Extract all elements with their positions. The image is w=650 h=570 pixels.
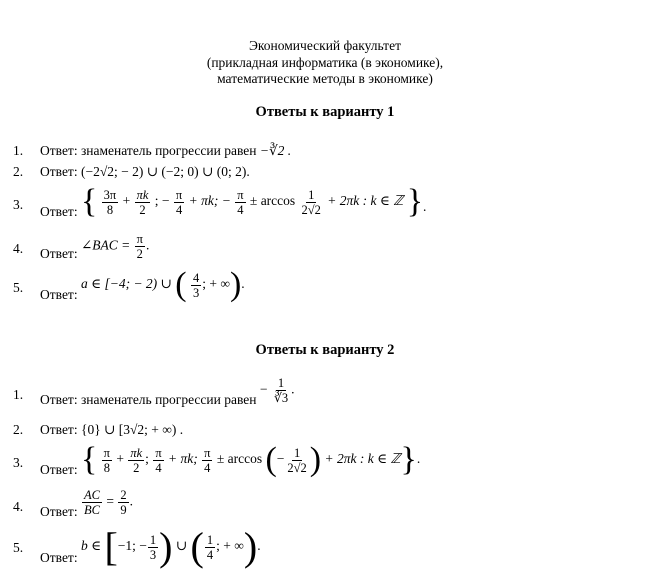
numerator: 1: [293, 445, 301, 460]
numerator: 1: [308, 187, 315, 202]
numerator: π: [103, 445, 110, 460]
math-expression: {0} ∪ [3√2; + ∞) .: [80, 422, 184, 437]
operator: ± arccos: [216, 451, 263, 467]
answer-content: [40, 421, 183, 438]
fraction: [191, 271, 201, 300]
denominator: 4: [175, 202, 183, 217]
numerator: π: [175, 187, 183, 202]
fraction: [202, 446, 212, 475]
math-expression: ; + ∞: [202, 276, 230, 292]
denominator: 4: [204, 460, 211, 475]
answer-content: [40, 268, 245, 302]
fraction: [272, 376, 290, 405]
numerator: 1: [206, 532, 214, 547]
fraction: [135, 188, 151, 217]
item-number: 5.: [13, 280, 24, 295]
header-line-2: (прикладная информатика (в экономике),: [206, 55, 444, 70]
denominator: 2: [139, 202, 146, 217]
fraction: [102, 446, 112, 475]
math-expression: −1; −: [117, 538, 147, 554]
item-number: 3.: [13, 455, 24, 470]
answer-content: [40, 488, 133, 517]
answer-label: Ответ:: [40, 550, 78, 566]
item-number: 3.: [13, 197, 24, 212]
fraction: [128, 446, 144, 475]
fraction: [174, 188, 184, 217]
denominator: ∛3: [273, 391, 289, 405]
answer-content: [40, 185, 426, 219]
right-paren: ): [243, 524, 258, 569]
numerator: πk: [136, 187, 149, 202]
left-brace: {: [80, 441, 98, 478]
right-brace: }: [406, 183, 424, 220]
numerator: π: [155, 445, 162, 460]
header-line-3: математические методы в экономике): [217, 71, 433, 86]
operator: ; −: [154, 193, 170, 209]
period: .: [241, 276, 245, 292]
answer-label: Ответ:: [40, 164, 78, 179]
answer-content: [40, 163, 250, 180]
math-expression: ; + ∞: [216, 538, 244, 554]
item-number: 1.: [13, 143, 24, 158]
answer-label: Ответ:: [40, 245, 78, 261]
period: .: [257, 538, 261, 554]
operator: +: [122, 193, 131, 209]
period: .: [423, 199, 427, 215]
numerator: AC: [83, 488, 100, 502]
numerator: 3π: [103, 187, 117, 202]
period: .: [291, 381, 295, 397]
answer-content: [40, 376, 294, 405]
numerator: π: [136, 232, 143, 246]
math-expression: ∠BAC =: [80, 237, 131, 253]
operator: + 2πk : k ∈ ℤ: [324, 451, 401, 467]
answer-label: Ответ: знаменатель прогрессии равен: [40, 143, 257, 158]
answer-content: [40, 524, 261, 569]
answer-content: [40, 142, 291, 159]
denominator: 9: [120, 503, 127, 517]
denominator: 3: [149, 547, 157, 562]
variant1-title: Ответы к варианту 1: [255, 104, 395, 120]
left-paren: (: [190, 524, 204, 569]
item-number: 4.: [13, 499, 24, 514]
item-number: 4.: [13, 241, 24, 256]
operator: + 2πk : k ∈ ℤ: [327, 193, 404, 209]
answer-label: Ответ:: [40, 422, 78, 437]
left-paren: (: [175, 266, 187, 303]
denominator: BC: [83, 503, 100, 517]
math-expression: −∛2 .: [259, 143, 292, 158]
fraction: [102, 188, 119, 217]
answer-content: [40, 232, 149, 261]
right-paren: ): [159, 524, 173, 569]
numerator: 2: [120, 488, 127, 502]
denominator: 2: [133, 460, 140, 475]
operator: ∪: [175, 538, 188, 554]
denominator: 8: [106, 202, 114, 217]
denominator: 2: [136, 247, 143, 261]
numerator: πk: [130, 445, 143, 460]
variant2-title: Ответы к варианту 2: [255, 342, 395, 358]
right-brace: }: [400, 441, 417, 478]
denominator: 2√2: [287, 460, 307, 475]
left-bracket: [: [104, 524, 118, 569]
period: .: [129, 493, 133, 509]
denominator: 2√2: [301, 202, 321, 217]
denominator: 4: [155, 460, 162, 475]
numerator: 1: [277, 376, 285, 390]
item-number: 2.: [13, 422, 24, 437]
numerator: π: [204, 445, 211, 460]
numerator: 4: [192, 270, 200, 285]
fraction: [135, 232, 145, 261]
item-number: 2.: [13, 164, 24, 179]
right-paren: ): [309, 441, 322, 478]
right-paren: ): [229, 266, 242, 303]
fraction: [153, 446, 163, 475]
fraction: [235, 188, 245, 217]
fraction: [205, 533, 215, 562]
answer-label: Ответ:: [40, 462, 78, 478]
fraction: [300, 188, 323, 217]
operator: + πk;: [168, 451, 198, 467]
denominator: 8: [103, 460, 110, 475]
item-number: 1.: [13, 387, 24, 402]
period: .: [416, 451, 421, 467]
operator: +: [116, 451, 124, 467]
numerator: 1: [149, 532, 157, 547]
denominator: 3: [192, 285, 200, 300]
item-number: 5.: [13, 540, 24, 555]
operator: ;: [145, 451, 149, 467]
fraction: [285, 446, 308, 475]
left-brace: {: [80, 183, 98, 220]
math-expression: b ∈: [80, 538, 102, 554]
period: .: [145, 237, 150, 253]
answer-content: Ответ: { $\frac{\pi}{8}$ + $\frac{\pi k}{2}$ ; $\frac{\pi}{4}$ + πk; $\frac{\pi}{4}$ ± arccos (− $\frac{1}{2√2}$ ) + 2πk : k ∈ ℤ}.: [40, 441, 421, 478]
operator: ± arccos: [249, 193, 296, 209]
fraction: [118, 488, 128, 517]
denominator: 4: [237, 202, 244, 217]
answer-label: Ответ:: [40, 204, 78, 220]
fraction: [148, 533, 158, 562]
left-paren: (: [265, 441, 277, 478]
fraction: [82, 488, 102, 517]
numerator: π: [237, 187, 244, 202]
answer-label: Ответ: знаменатель прогрессии равен: [40, 391, 257, 407]
answer-label: Ответ:: [40, 503, 78, 519]
answer-label: Ответ:: [40, 287, 78, 303]
math-expression: (−2√2; − 2) ∪ (−2; 0) ∪ (0; 2).: [80, 164, 250, 179]
denominator: 4: [206, 547, 214, 562]
operator: −: [259, 381, 268, 397]
operator: =: [106, 493, 114, 509]
header-line-1: Экономический факультет: [249, 38, 401, 53]
operator: + πk; −: [188, 193, 231, 209]
math-expression: a ∈ [−4; − 2) ∪: [80, 276, 172, 292]
